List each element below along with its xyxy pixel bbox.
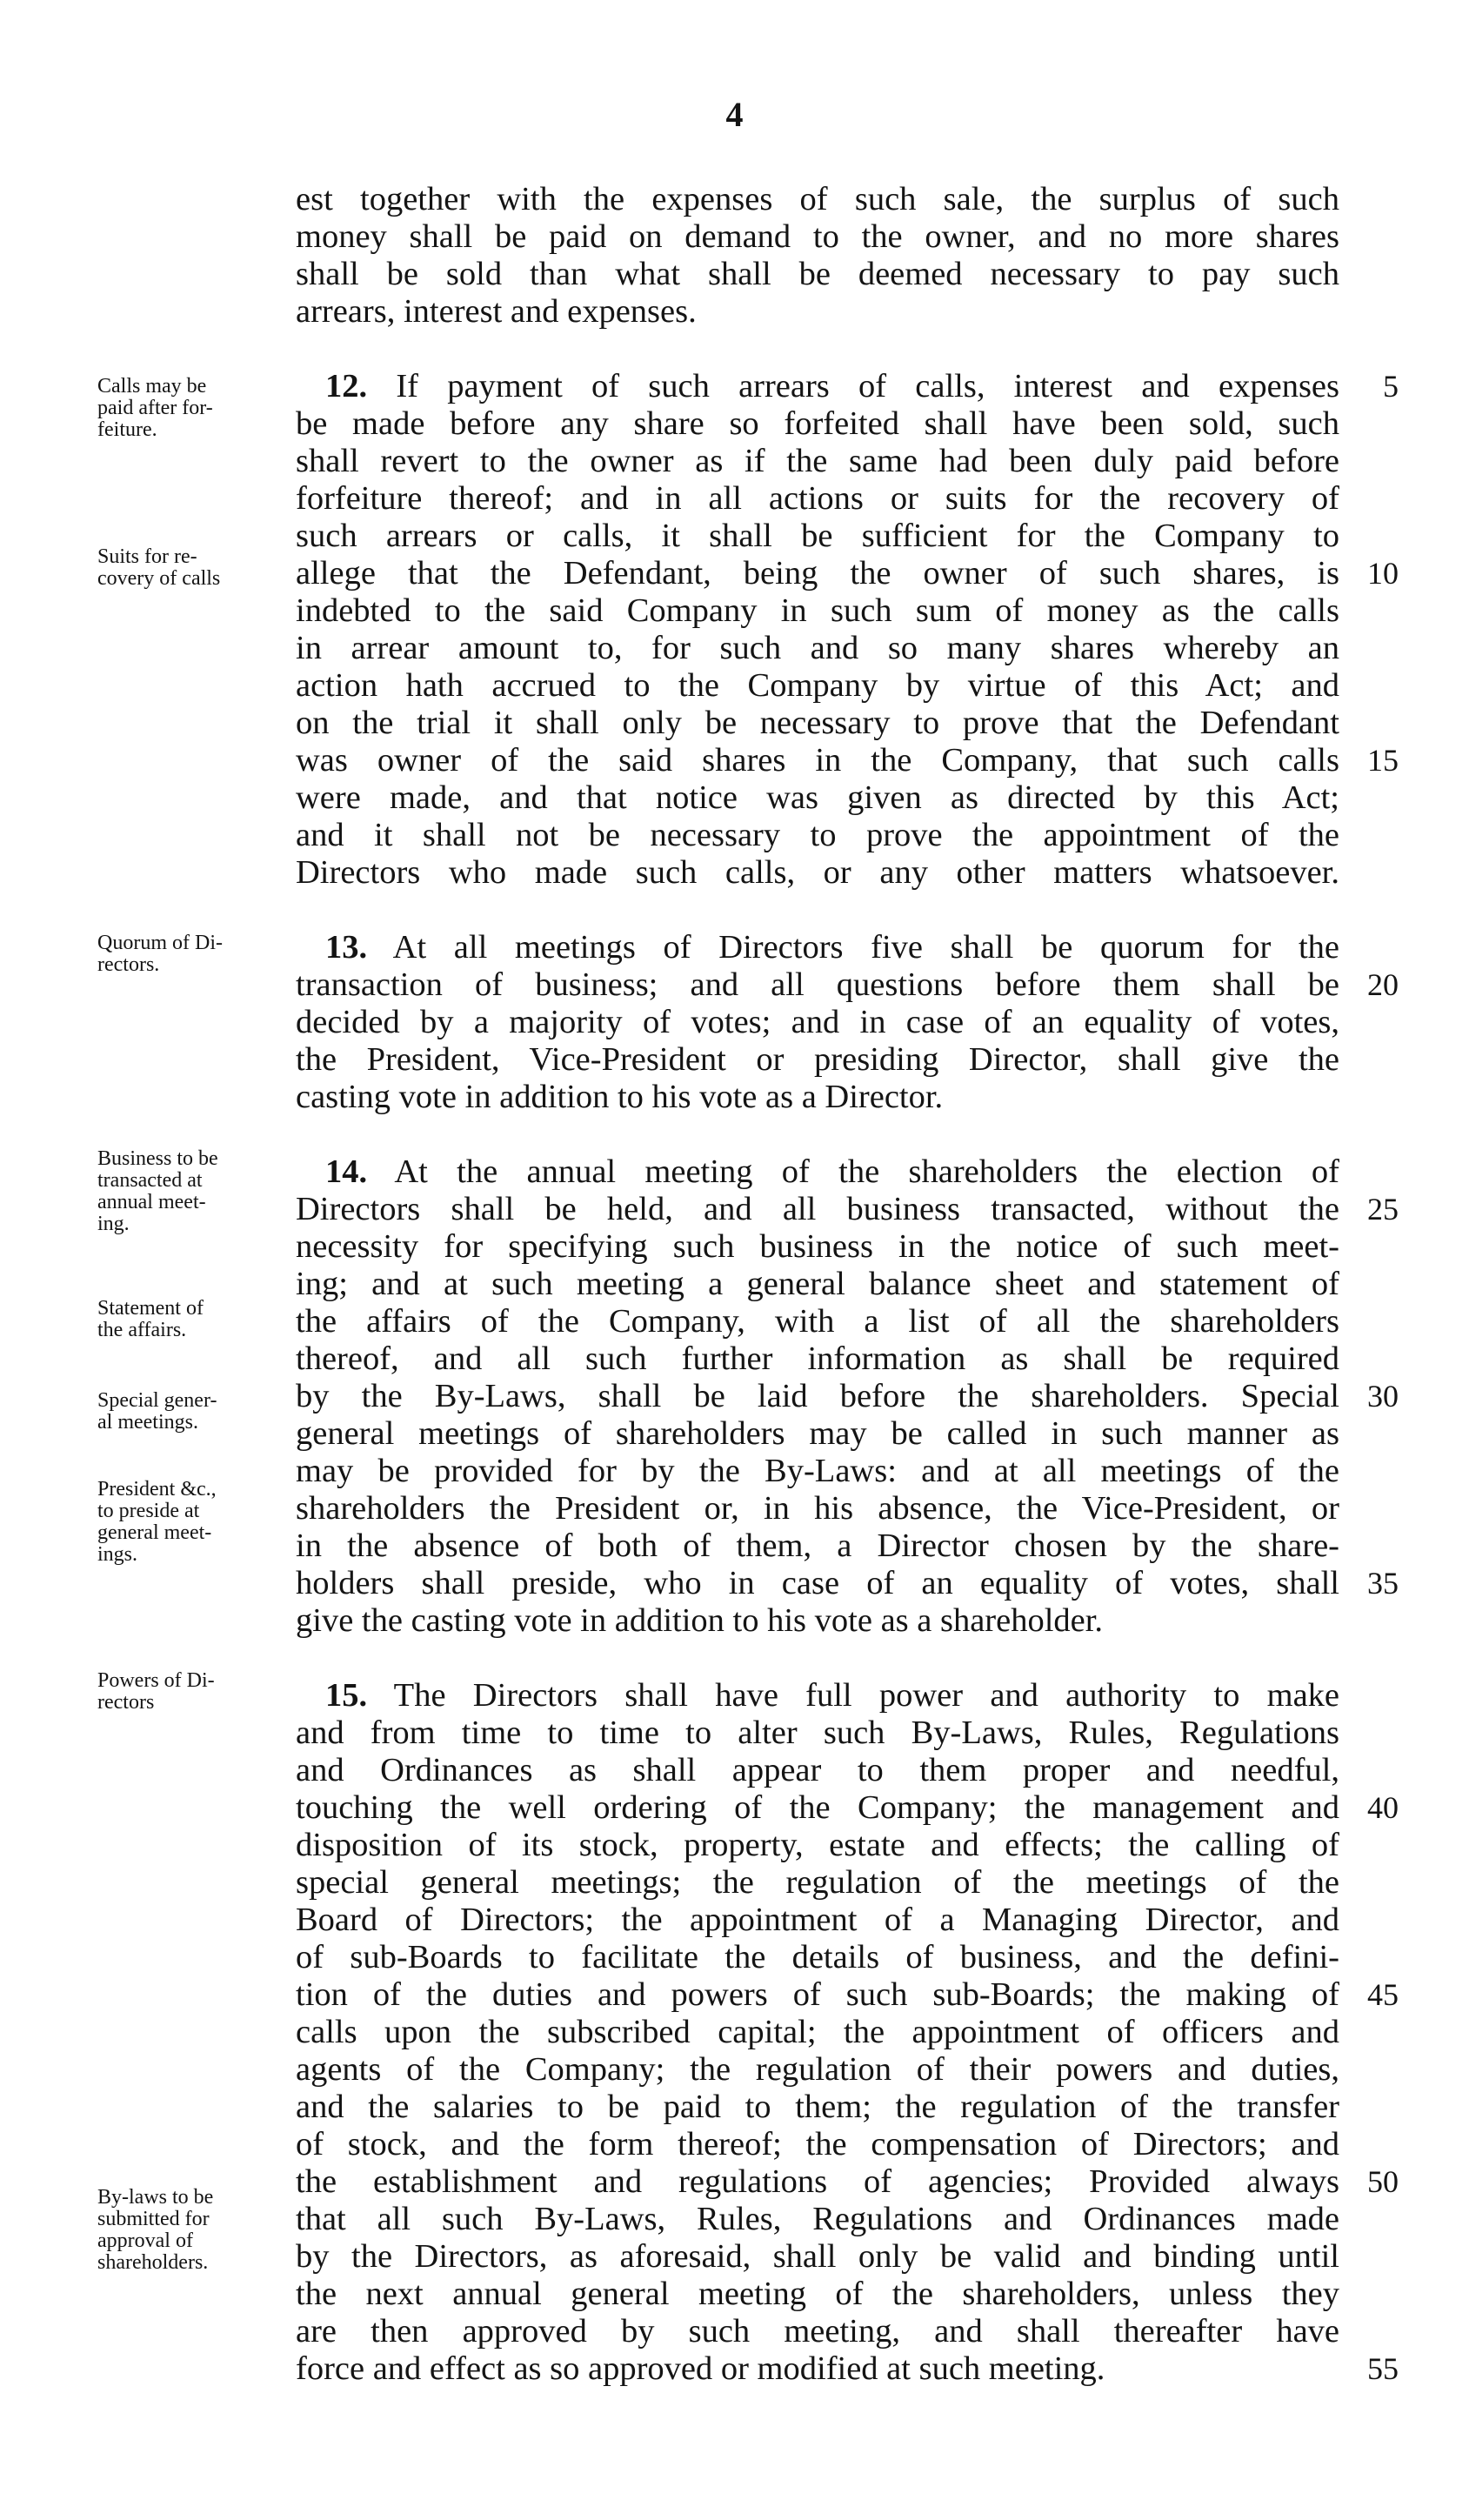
line-number: 50 <box>1367 2164 1399 2199</box>
line-number: 45 <box>1367 1977 1399 2012</box>
margin-note <box>97 1148 290 1235</box>
margin-note <box>97 1479 290 1566</box>
text-line <box>296 2090 1339 2123</box>
text-line-content: thereof, and all such further information as shall be required <box>296 1340 1339 1377</box>
text-line <box>296 1230 1339 1263</box>
text-line-content: the next annual general meeting of the shareholders, unless they <box>296 2276 1339 2312</box>
text-line-content: and it shall not be necessary to prove the appointment of the <box>296 817 1339 853</box>
line-number: 15 <box>1367 743 1399 778</box>
text-line-content: money shall be paid on demand to the owner, and no more shares <box>296 218 1339 255</box>
line-number: 30 <box>1367 1379 1399 1414</box>
text-line-content: decided by a majority of votes; and in case of an equality of votes, <box>296 1004 1339 1040</box>
margin-note-line: By-laws to be <box>97 2186 214 2209</box>
text-line-content: the establishment and regulations of agencies; Provided always <box>296 2163 1339 2200</box>
margin-note <box>97 932 290 976</box>
text-line-content: give the casting vote in addition to his vote as a shareholder. <box>296 1602 1104 1639</box>
text-line-content: such arrears or calls, it shall be sufficient for the Company to <box>296 518 1339 554</box>
text-line <box>296 1267 1339 1300</box>
margin-note-line: President &c., <box>97 1478 217 1501</box>
text-line-content: holders shall preside, who in case of an equality of votes, shall <box>296 1565 1339 1601</box>
text-line <box>296 1716 1339 1749</box>
text-line-content: of sub-Boards to facilitate the details of business, and the defini- <box>296 1939 1339 1975</box>
text-line-content: shall revert to the owner as if the same had been duly paid before <box>296 443 1339 479</box>
text-line-content: was owner of the said shares in the Company, that such calls <box>296 742 1339 779</box>
text-line <box>296 744 1339 777</box>
text-line <box>296 2128 1339 2161</box>
text-line-content: If payment of such arrears of calls, interest and expenses <box>367 368 1339 404</box>
text-line-content: agents of the Company; the regulation of their powers and duties, <box>296 2051 1339 2088</box>
margin-note <box>97 546 290 590</box>
text-line-content: were made, and that notice was given as directed by this Act; <box>296 779 1339 816</box>
text-line-content: are then approved by such meeting, and shall thereafter have <box>296 2313 1339 2350</box>
margin-note-line: Calls may be <box>97 375 207 398</box>
margin-note-line: rectors <box>97 1691 155 1714</box>
text-line-content: the President, Vice-President or presiding Director, shall give the <box>296 1041 1339 1078</box>
text-line <box>296 1492 1339 1525</box>
text-line <box>296 1903 1339 1936</box>
text-line-content: force and effect as so approved or modified at such meeting. <box>296 2350 1105 2387</box>
text-line-content: The Directors shall have full power and authority to make <box>367 1677 1339 1714</box>
text-line-content: by the Directors, as aforesaid, shall only be valid and binding until <box>296 2238 1339 2275</box>
text-line <box>296 1567 1339 1600</box>
margin-note-line: submitted for <box>97 2208 210 2230</box>
margin-note <box>97 2187 290 2274</box>
text-line <box>296 295 1339 328</box>
text-line <box>296 2053 1339 2086</box>
margin-note-line: Quorum of Di- <box>97 932 223 954</box>
text-line <box>296 183 1339 216</box>
text-line-content: Directors who made such calls, or any other matters whatsoever. <box>296 854 1339 891</box>
text-line <box>296 370 1339 403</box>
text-line <box>296 1305 1339 1338</box>
text-line-content: by the By-Laws, shall be laid before the shareholders. Special <box>296 1378 1339 1414</box>
margin-note-line: approval of <box>97 2229 193 2252</box>
text-line <box>296 1828 1339 1862</box>
text-line <box>296 931 1339 964</box>
text-line <box>296 1866 1339 1899</box>
text-line <box>296 856 1339 889</box>
text-line <box>296 1080 1339 1113</box>
text-line <box>296 1791 1339 1824</box>
line-number: 55 <box>1367 2351 1399 2386</box>
section-number: 14. <box>325 1153 368 1190</box>
line-number: 40 <box>1367 1790 1399 1825</box>
text-line-content: in the absence of both of them, a Director chosen by the share- <box>296 1527 1339 1564</box>
text-line <box>296 519 1339 552</box>
margin-note <box>97 1298 290 1341</box>
text-line-content: Directors shall be held, and all business transacted, without the <box>296 1191 1339 1227</box>
text-line-content: and from time to time to alter such By-Laws, Rules, Regulations <box>296 1715 1339 1751</box>
margin-note-line: shareholders. <box>97 2251 209 2274</box>
text-line-content: Board of Directors; the appointment of a Managing Director, and <box>296 1902 1339 1938</box>
margin-note <box>97 1390 290 1434</box>
section-number: 12. <box>325 368 368 404</box>
text-line-content: of stock, and the form thereof; the compensation of Directors; and <box>296 2126 1339 2162</box>
text-line <box>296 2015 1339 2049</box>
line-number: 20 <box>1367 967 1399 1002</box>
text-line <box>296 1342 1339 1375</box>
margin-note-line: transacted at <box>97 1169 203 1192</box>
text-line <box>296 407 1339 440</box>
text-line <box>296 1417 1339 1450</box>
text-line <box>296 257 1339 291</box>
text-line-content: forfeiture thereof; and in all actions or suits for the recovery of <box>296 480 1339 517</box>
text-line <box>296 2202 1339 2236</box>
text-line-content: on the trial it shall only be necessary to prove that the Defendant <box>296 705 1339 741</box>
text-line-content: touching the well ordering of the Company; the management and <box>296 1789 1339 1826</box>
text-line <box>296 1941 1339 1974</box>
text-line-content: indebted to the said Company in such sum of money as the calls <box>296 592 1339 629</box>
text-line <box>296 1006 1339 1039</box>
margin-note <box>97 1670 290 1714</box>
text-line-content: At the annual meeting of the shareholders the election of <box>367 1153 1339 1190</box>
margin-note-line: Special gener- <box>97 1389 217 1412</box>
text-line-content: and the salaries to be paid to them; the regulation of the transfer <box>296 2089 1339 2125</box>
text-line <box>296 2315 1339 2348</box>
page-number: 4 <box>725 95 744 134</box>
text-line-content: may be provided for by the By-Laws: and at all meetings of the <box>296 1453 1339 1489</box>
text-line-content: casting vote in addition to his vote as a Director. <box>296 1079 944 1115</box>
text-line <box>296 1380 1339 1413</box>
text-line <box>296 1529 1339 1562</box>
margin-note-line: rectors. <box>97 953 160 976</box>
text-line <box>296 557 1339 590</box>
text-line <box>296 220 1339 253</box>
text-line-content: transaction of business; and all questions before them shall be <box>296 966 1339 1003</box>
text-line-content: disposition of its stock, property, estate and effects; the calling of <box>296 1827 1339 1863</box>
text-line <box>296 1155 1339 1188</box>
line-number: 5 <box>1383 369 1399 404</box>
margin-note-line: paid after for- <box>97 397 213 419</box>
text-line <box>296 1754 1339 1787</box>
margin-note-line: Business to be <box>97 1147 218 1170</box>
text-line-content: that all such By-Laws, Rules, Regulations and Ordinances made <box>296 2201 1339 2237</box>
text-line-content: est together with the expenses of such sale, the surplus of such <box>296 181 1339 217</box>
text-line-content: arrears, interest and expenses. <box>296 293 697 330</box>
margin-note-line: ing. <box>97 1213 130 1235</box>
line-number: 35 <box>1367 1566 1399 1601</box>
margin-note-line: general meet- <box>97 1521 212 1544</box>
text-line-content: and Ordinances as shall appear to them proper and needful, <box>296 1752 1339 1788</box>
line-number: 25 <box>1367 1192 1399 1227</box>
text-line <box>296 1978 1339 2011</box>
text-line <box>296 819 1339 852</box>
margin-note-line: al meetings. <box>97 1411 198 1434</box>
text-line <box>296 706 1339 739</box>
text-line <box>296 2277 1339 2310</box>
margin-note-line: Statement of <box>97 1297 204 1320</box>
text-line <box>296 2352 1339 2385</box>
text-line-content: special general meetings; the regulation of the meetings of the <box>296 1864 1339 1901</box>
text-line <box>296 482 1339 515</box>
margin-note <box>97 376 290 441</box>
margin-note-line: annual meet- <box>97 1191 206 1213</box>
text-line <box>296 1043 1339 1076</box>
text-line-content: shall be sold than what shall be deemed necessary to pay such <box>296 256 1339 292</box>
text-line <box>296 2165 1339 2198</box>
text-line-content: action hath accrued to the Company by virtue of this Act; and <box>296 667 1339 704</box>
text-line-content: necessity for specifying such business in the notice of such meet- <box>296 1228 1339 1265</box>
text-line-content: calls upon the subscribed capital; the appointment of officers and <box>296 2014 1339 2050</box>
text-line <box>296 632 1339 665</box>
line-number: 10 <box>1367 556 1399 591</box>
margin-note-line: Suits for re- <box>97 545 197 568</box>
margin-note-line: feiture. <box>97 418 157 441</box>
text-line-content: in arrear amount to, for such and so many shares whereby an <box>296 630 1339 666</box>
text-line <box>296 669 1339 702</box>
text-line-content: general meetings of shareholders may be called in such manner as <box>296 1415 1339 1452</box>
text-line-content: allege that the Defendant, being the owner of such shares, is <box>296 555 1339 592</box>
margin-note-line: covery of calls <box>97 567 221 590</box>
text-line <box>296 445 1339 478</box>
text-line <box>296 1679 1339 1712</box>
text-line <box>296 1604 1339 1637</box>
text-line-content: At all meetings of Directors five shall be quorum for the <box>367 929 1339 966</box>
text-line <box>296 2240 1339 2273</box>
text-line-content: tion of the duties and powers of such sub-Boards; the making of <box>296 1976 1339 2013</box>
text-line-content: shareholders the President or, in his absence, the Vice-President, or <box>296 1490 1339 1527</box>
margin-note-line: the affairs. <box>97 1319 187 1341</box>
text-line <box>296 594 1339 627</box>
text-line <box>296 968 1339 1001</box>
section-number: 13. <box>325 929 368 966</box>
section-number: 15. <box>325 1677 368 1714</box>
text-line-content: the affairs of the Company, with a list of all the shareholders <box>296 1303 1339 1340</box>
text-line <box>296 1454 1339 1487</box>
text-line-content: be made before any share so forfeited shall have been sold, such <box>296 405 1339 442</box>
text-line <box>296 781 1339 814</box>
text-line <box>296 1193 1339 1226</box>
text-line-content: ing; and at such meeting a general balance sheet and statement of <box>296 1266 1339 1302</box>
margin-note-line: to preside at <box>97 1500 200 1522</box>
margin-note-line: ings. <box>97 1543 138 1566</box>
margin-note-line: Powers of Di- <box>97 1669 215 1692</box>
